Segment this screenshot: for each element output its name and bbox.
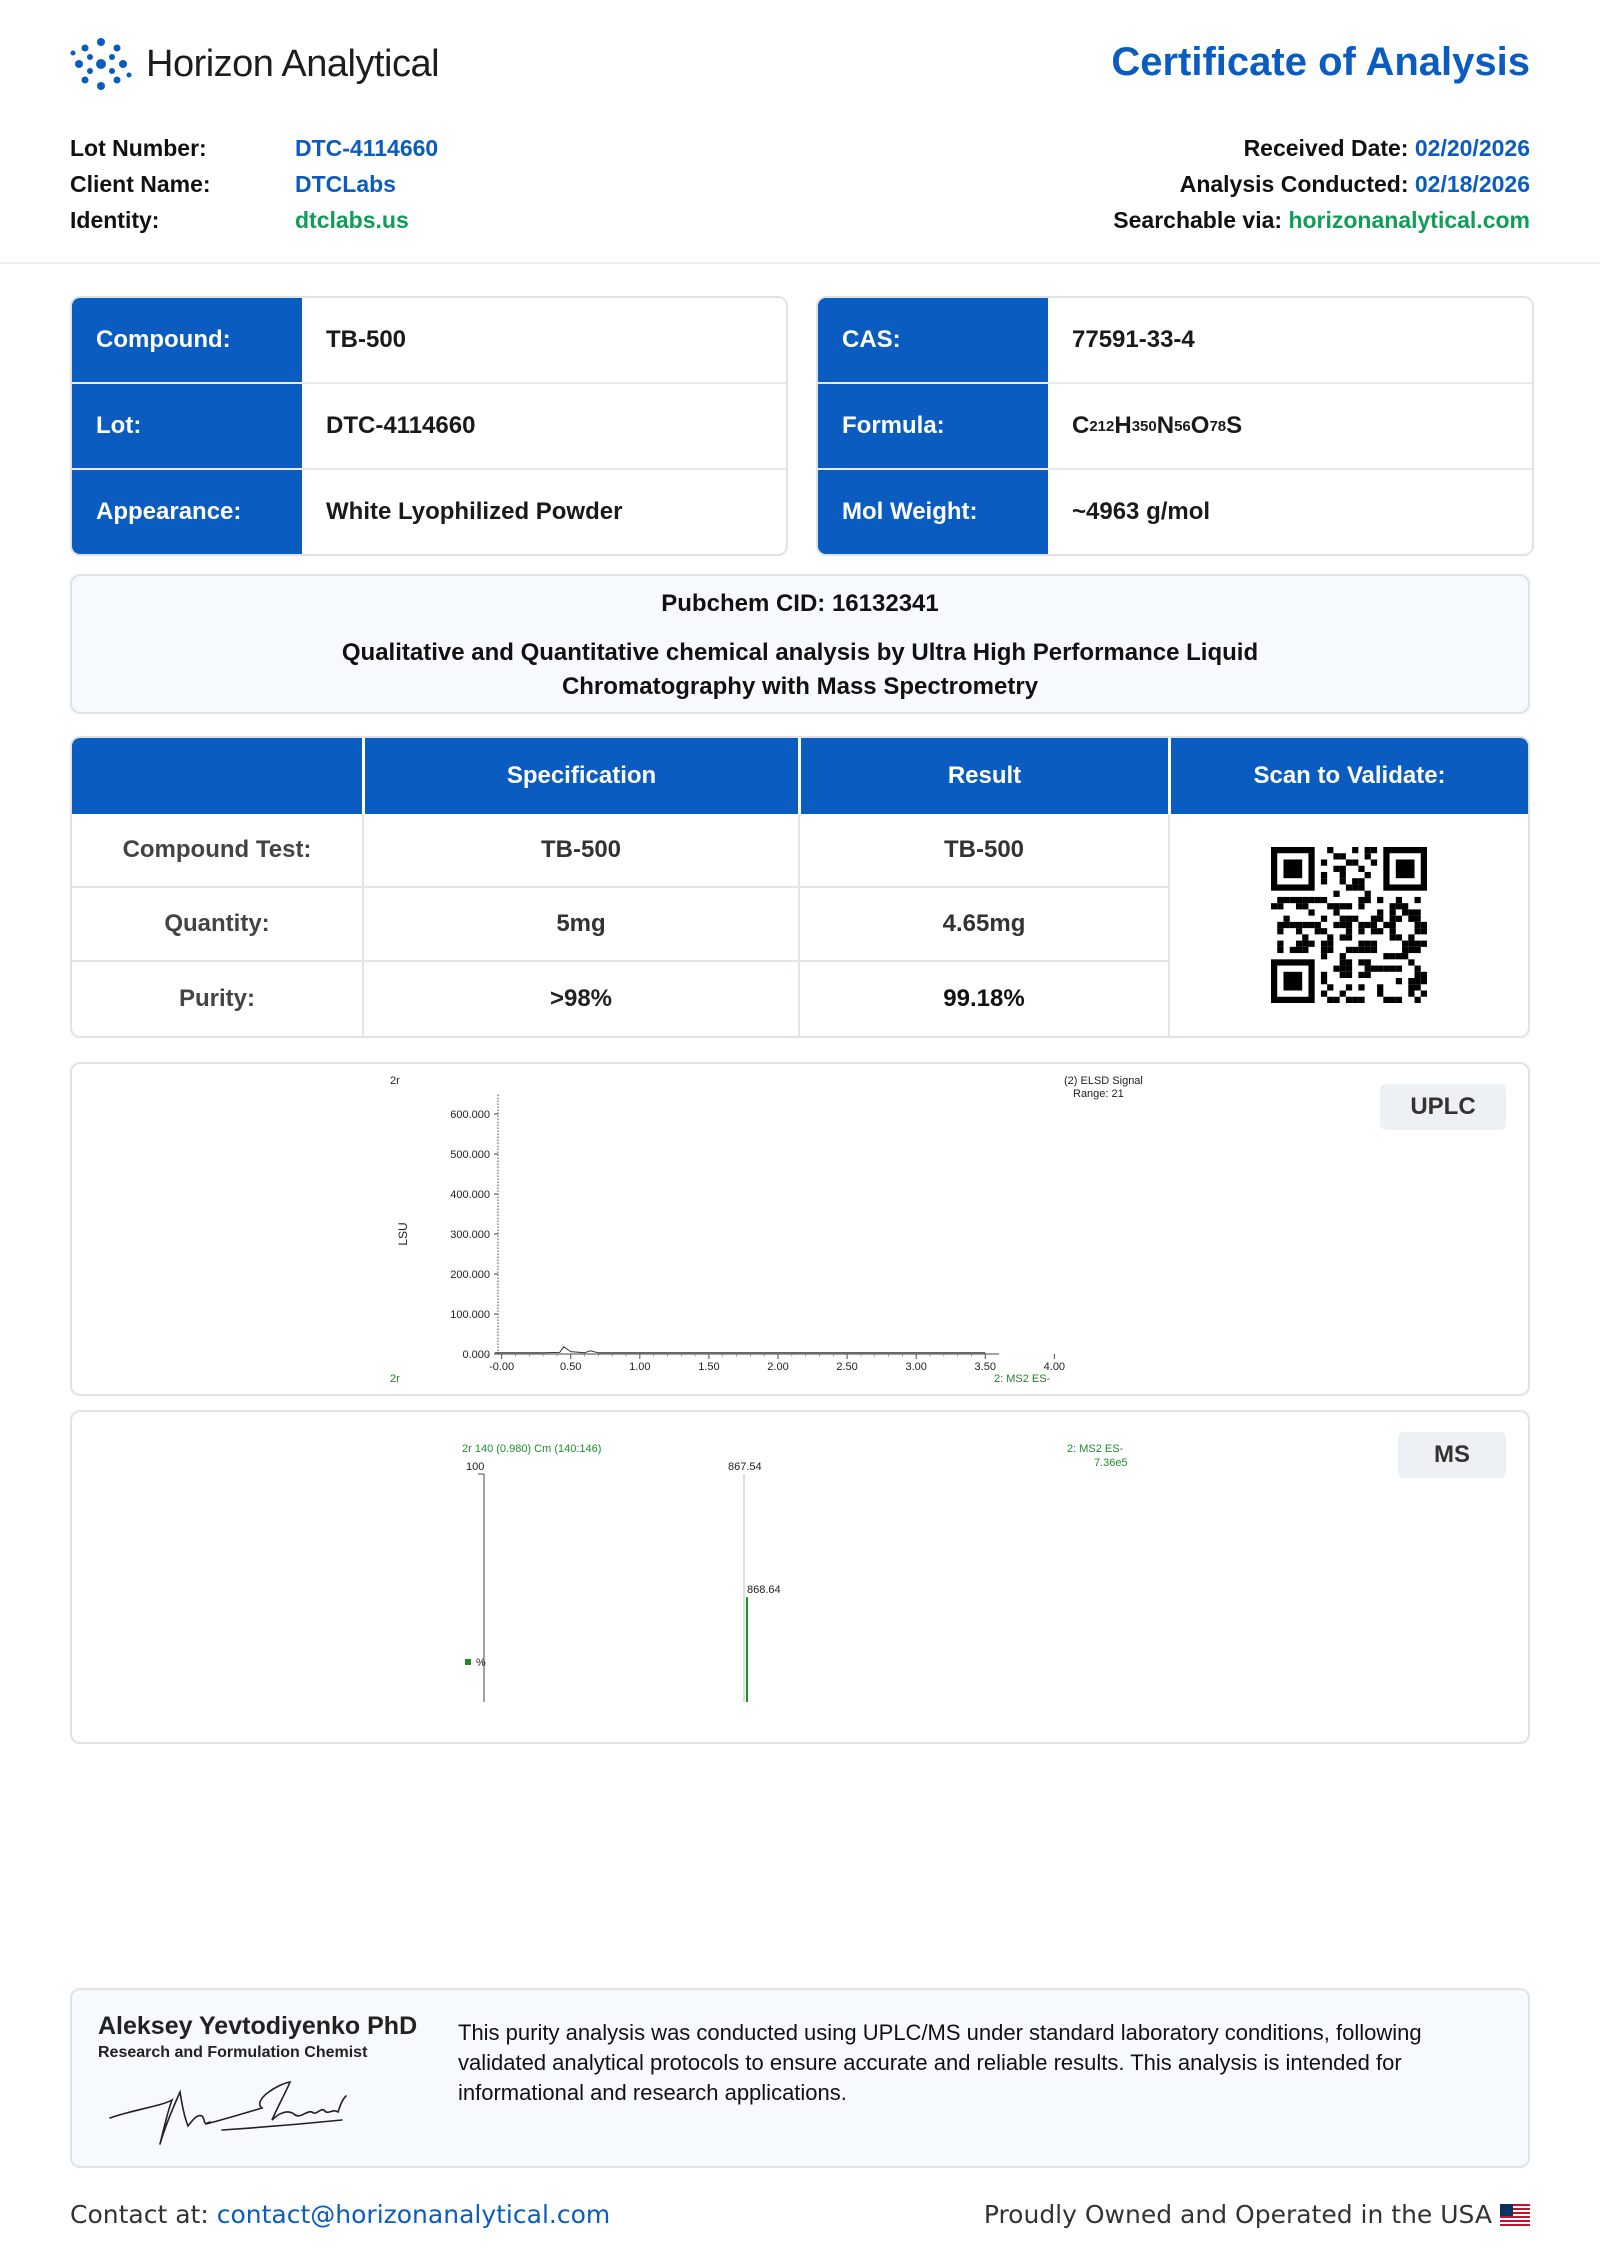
result-value: 99.18% xyxy=(798,962,1168,1036)
results-header xyxy=(72,738,1528,814)
test-name: Purity: xyxy=(178,985,255,1012)
chemist-role: Research and Formulation Chemist xyxy=(98,2044,368,2061)
uplc-y-tick-label: 400.000 xyxy=(450,1189,490,1201)
mol-weight-label: Mol Weight: xyxy=(818,470,1048,554)
uplc-x-tick-label: 1.00 xyxy=(629,1361,651,1373)
lot-label: Lot: xyxy=(72,384,302,468)
header-specification: Specification xyxy=(362,738,798,814)
uplc-chromatogram xyxy=(72,1064,1528,1394)
owned-text: Proudly Owned and Operated in the USA xyxy=(983,2200,1492,2229)
uplc-bottom-left-label: 2r xyxy=(390,1373,400,1385)
result-value: TB-500 xyxy=(798,814,1168,886)
ms-peak-label: 868.64 xyxy=(747,1584,781,1597)
formula-label: Formula: xyxy=(818,384,1048,468)
contact-email-link[interactable]: contact@horizonanalytical.com xyxy=(216,2200,611,2229)
uplc-y-tick-label: 0.000 xyxy=(462,1349,490,1361)
received-date-label: Received Date: xyxy=(1243,135,1409,161)
signature-box xyxy=(70,1988,1530,2168)
meta-right xyxy=(1113,130,1530,238)
spec-value: 5mg xyxy=(362,888,798,960)
molecule-icon xyxy=(70,33,132,95)
uplc-y-tick-label: 100.000 xyxy=(450,1309,490,1321)
chemist-name: Aleksey Yevtodiyenko PhD xyxy=(98,2012,418,2040)
analysis-statement: This purity analysis was conducted using UPLC/MS under standard laboratory conditions, following validated analytical protocols to ensure accurate and reliable results. This analysis is intended for informational and research applications. xyxy=(458,2020,1422,2105)
searchable-label: Searchable via: xyxy=(1113,207,1283,233)
spec-value: >98% xyxy=(362,962,798,1036)
spec-value: TB-500 xyxy=(362,814,798,886)
uplc-x-tick-label: 3.50 xyxy=(974,1361,996,1373)
results-table xyxy=(70,736,1530,1038)
contact-label: Contact at: xyxy=(70,2200,209,2229)
cas-value: 77591-33-4 xyxy=(1072,326,1195,353)
uplc-x-tick-label: 4.00 xyxy=(1043,1361,1066,1373)
compound-card xyxy=(70,296,788,556)
uplc-x-tick-label: 3.00 xyxy=(905,1361,927,1373)
uplc-y-tick-label: 300.000 xyxy=(450,1229,490,1241)
ms-legend-marker xyxy=(465,1659,471,1665)
uplc-range-label: Range: 21 xyxy=(1073,1088,1124,1100)
analysis-conducted-value: 02/18/2026 xyxy=(1414,171,1530,197)
uplc-y-tick-label: 500.000 xyxy=(450,1149,490,1161)
analysis-description: Qualitative and Quantitative chemical analysis by Ultra High Performance Liquid Chromatography with Mass Spectrometry xyxy=(341,639,1259,700)
card-row xyxy=(72,470,786,554)
cas-label: CAS: xyxy=(818,298,1048,382)
table-row xyxy=(72,962,1168,1036)
card-row xyxy=(72,298,786,384)
us-flag-icon xyxy=(1500,2204,1530,2226)
footer-owned xyxy=(984,2200,1530,2229)
lot-number-label: Lot Number: xyxy=(70,135,207,161)
header-result: Result xyxy=(798,738,1168,814)
header-blank xyxy=(72,738,362,814)
test-name: Compound Test: xyxy=(122,836,312,863)
searchable-link[interactable]: horizonanalytical.com xyxy=(1288,207,1530,233)
meta-left xyxy=(70,130,438,238)
identity-link[interactable]: dtclabs.us xyxy=(295,207,409,233)
test-name: Quantity: xyxy=(164,910,270,937)
ms-type-label: 2: MS2 ES- xyxy=(1067,1443,1124,1455)
uplc-x-tick-label: 0.50 xyxy=(560,1361,582,1373)
appearance-label: Appearance: xyxy=(72,470,302,554)
uplc-x-tick-label: -0.00 xyxy=(489,1361,515,1373)
client-name-value: DTCLabs xyxy=(295,171,396,197)
identity-label: Identity: xyxy=(70,207,160,233)
chemistry-card xyxy=(816,296,1534,556)
uplc-y-axis-label: LSU xyxy=(396,1222,410,1246)
ms-scan-label: 2r 140 (0.980) Cm (140:146) xyxy=(462,1443,602,1455)
uplc-bottom-label: 2: MS2 ES- xyxy=(994,1373,1051,1385)
footer-contact xyxy=(70,2200,610,2229)
pubchem-cid: Pubchem CID: 16132341 xyxy=(661,590,939,617)
result-value: 4.65mg xyxy=(798,888,1168,960)
page-title: Certificate of Analysis xyxy=(1111,40,1530,84)
table-row xyxy=(72,814,1168,888)
lot-value: DTC-4114660 xyxy=(326,412,476,439)
received-date-value: 02/20/2026 xyxy=(1414,135,1530,161)
validation-qr-code[interactable] xyxy=(1271,847,1427,1003)
ms-y-top-label: 100 xyxy=(466,1461,485,1473)
card-row xyxy=(818,298,1532,384)
header-scan-to-validate: Scan to Validate: xyxy=(1168,738,1528,814)
ms-spectrum xyxy=(72,1412,1528,1742)
uplc-signal-trace xyxy=(495,1347,986,1353)
brand-logo xyxy=(70,34,439,94)
uplc-x-tick-label: 2.00 xyxy=(767,1361,789,1373)
uplc-panel xyxy=(70,1062,1530,1396)
table-row xyxy=(72,888,1168,962)
ms-intensity-label: 7.36e5 xyxy=(1094,1457,1128,1469)
qr-cell xyxy=(1168,814,1528,1036)
uplc-x-tick-label: 2.50 xyxy=(836,1361,858,1373)
handwritten-signature xyxy=(102,2070,362,2150)
ms-panel xyxy=(70,1410,1530,1744)
appearance-value: White Lyophilized Powder xyxy=(326,498,623,525)
uplc-y-tick-label: 200.000 xyxy=(450,1269,490,1281)
uplc-tag: UPLC xyxy=(1380,1084,1506,1130)
card-row xyxy=(72,384,786,470)
formula-value: C 212 H 350 N 56 O 78 S xyxy=(1072,412,1243,439)
uplc-corner-label: 2r xyxy=(390,1075,400,1087)
ms-y-percent-label: % xyxy=(476,1657,486,1669)
card-row xyxy=(818,384,1532,470)
brand-name: Horizon Analytical xyxy=(146,42,440,85)
compound-value: TB-500 xyxy=(326,326,407,353)
lot-number-value: DTC-4114660 xyxy=(295,135,439,161)
uplc-signal-label: (2) ELSD Signal xyxy=(1064,1075,1143,1087)
ms-tag: MS xyxy=(1398,1432,1506,1478)
ms-peak-label: 867.54 xyxy=(728,1461,762,1473)
compound-label: Compound: xyxy=(72,298,302,382)
uplc-y-tick-label: 600.000 xyxy=(450,1109,490,1121)
pubchem-box xyxy=(70,574,1530,714)
mol-weight-value: ~4963 g/mol xyxy=(1072,498,1211,525)
header-divider xyxy=(0,262,1600,264)
card-row xyxy=(818,470,1532,554)
client-name-label: Client Name: xyxy=(70,171,211,197)
analysis-conducted-label: Analysis Conducted: xyxy=(1179,171,1409,197)
uplc-x-tick-label: 1.50 xyxy=(698,1361,720,1373)
